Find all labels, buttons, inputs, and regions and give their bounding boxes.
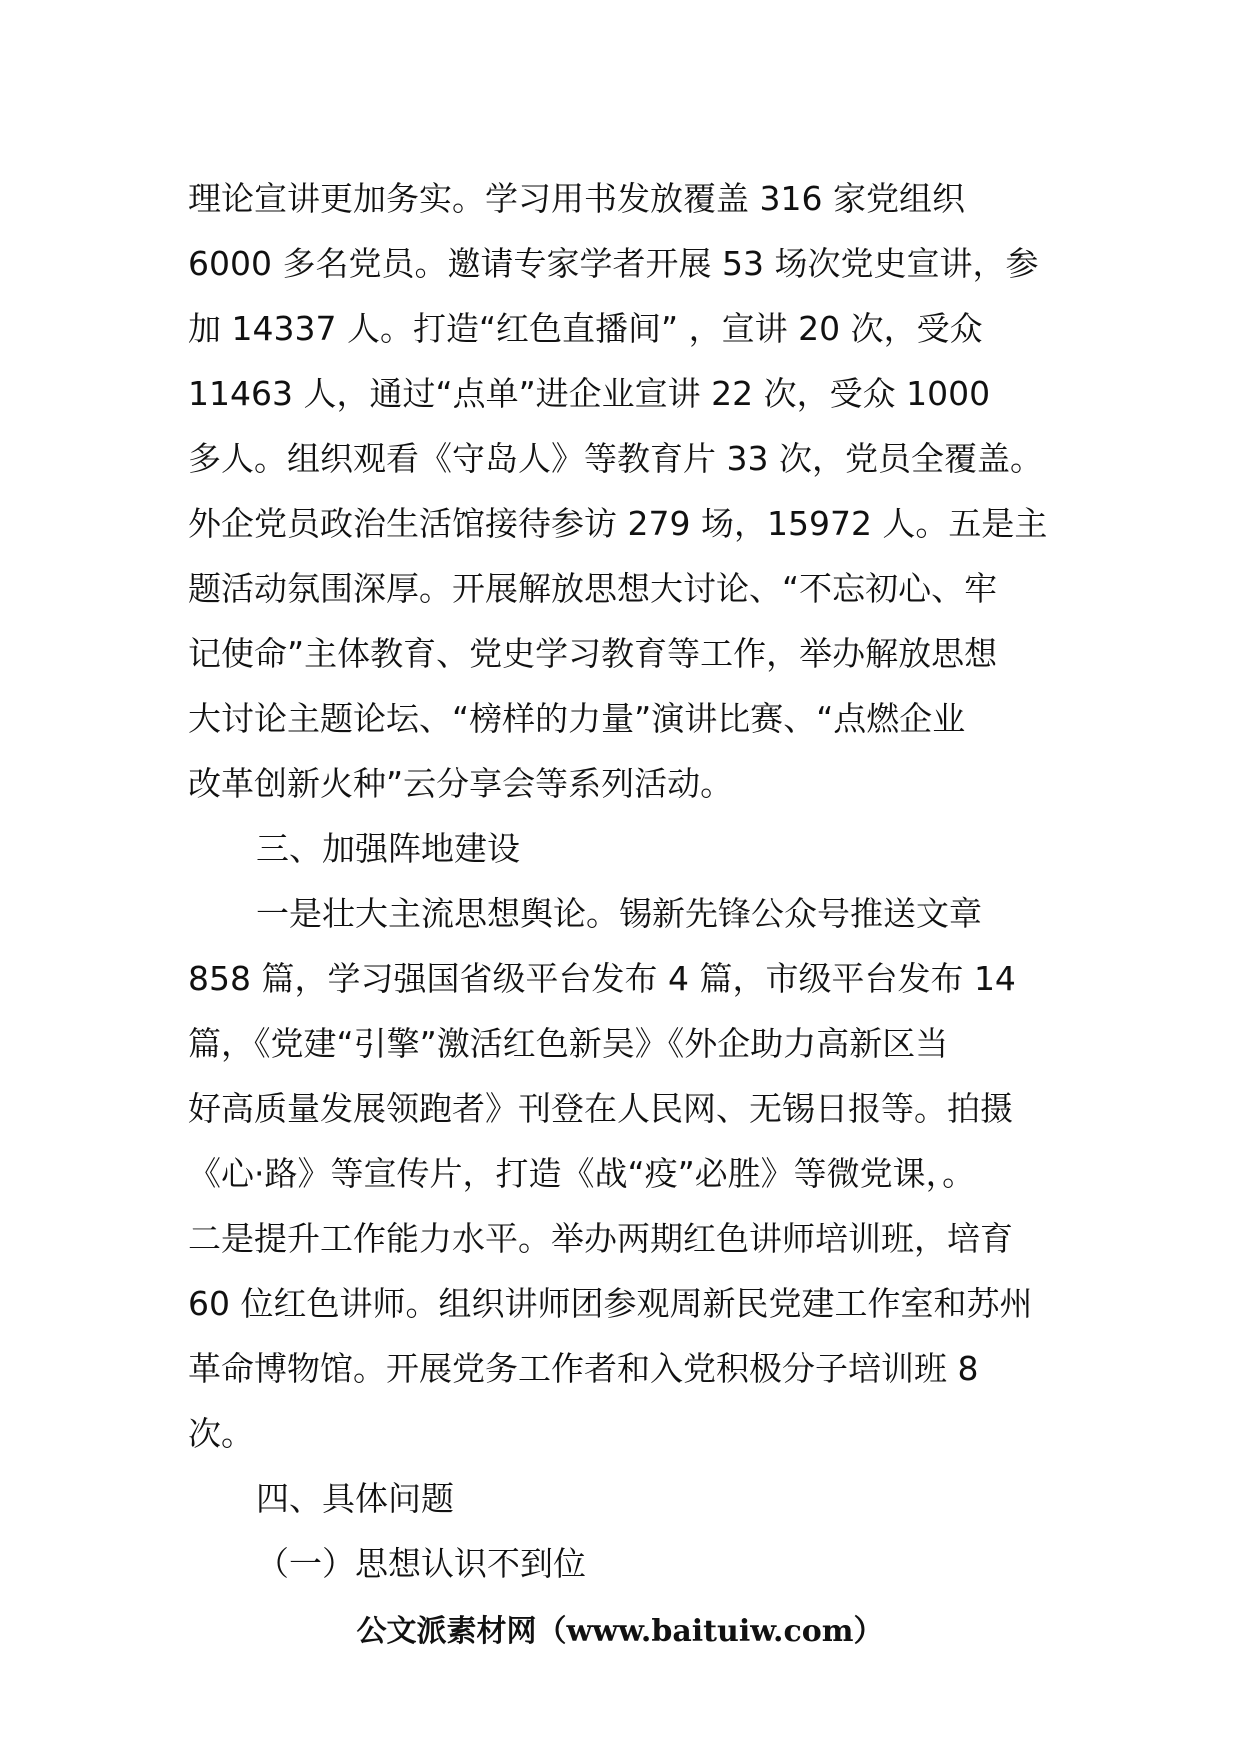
text-line: 6000 多名党员。邀请专家学者开展 53 场次党史宣讲，参 xyxy=(188,244,1039,283)
text-line: 一是壮大主流思想舆论。锡新先锋公众号推送文章 xyxy=(256,894,982,933)
text-line: 858 篇，学习强国省级平台发布 4 篇，市级平台发布 14 xyxy=(188,959,1016,998)
text-line: 篇，《党建“引擎”激活红色新吴》《外企助力高新区当 xyxy=(188,1024,949,1063)
text-line: 《心·路》等宣传片，打造《战“疫”必胜》等微党课，。 xyxy=(188,1154,976,1193)
document-body xyxy=(188,166,1058,1596)
subsection-heading: （一）思想认识不到位 xyxy=(256,1544,586,1583)
text-line: 理论宣讲更加务实。学习用书发放覆盖 316 家党组织 xyxy=(188,179,965,218)
text-line: 二是提升工作能力水平。举办两期红色讲师培训班，培育 xyxy=(188,1219,1013,1258)
text-line: 改革创新火种”云分享会等系列活动。 xyxy=(188,764,734,803)
section-heading: 四、具体问题 xyxy=(256,1479,454,1518)
text-line: 好高质量发展领跑者》刊登在人民网、无锡日报等。拍摄 xyxy=(188,1089,1013,1128)
text-line: 革命博物馆。开展党务工作者和入党积极分子培训班 8 xyxy=(188,1349,979,1388)
text-line: 60 位红色讲师。组织讲师团参观周新民党建工作室和苏州 xyxy=(188,1284,1033,1323)
text-line: 加 14337 人。打造“红色直播间” ，宣讲 20 次，受众 xyxy=(188,309,983,348)
footer-watermark: 公文派素材网（www.baituiw.com） xyxy=(356,1614,884,1649)
section-heading: 三、加强阵地建设 xyxy=(256,829,520,868)
text-line: 记使命”主体教育、党史学习教育等工作，举办解放思想 xyxy=(188,634,998,673)
text-line: 多人。组织观看《守岛人》等教育片 33 次，党员全覆盖。 xyxy=(188,439,1043,478)
text-line: 次。 xyxy=(188,1414,254,1453)
text-line: 11463 人，通过“点单”进企业宣讲 22 次，受众 1000 xyxy=(188,374,991,413)
text-line: 大讨论主题论坛、“榜样的力量”演讲比赛、“点燃企业 xyxy=(188,699,966,738)
text-line: 外企党员政治生活馆接待参访 279 场，15972 人。五是主 xyxy=(188,504,1048,543)
text-line: 题活动氛围深厚。开展解放思想大讨论、“不忘初心、牢 xyxy=(188,569,998,608)
